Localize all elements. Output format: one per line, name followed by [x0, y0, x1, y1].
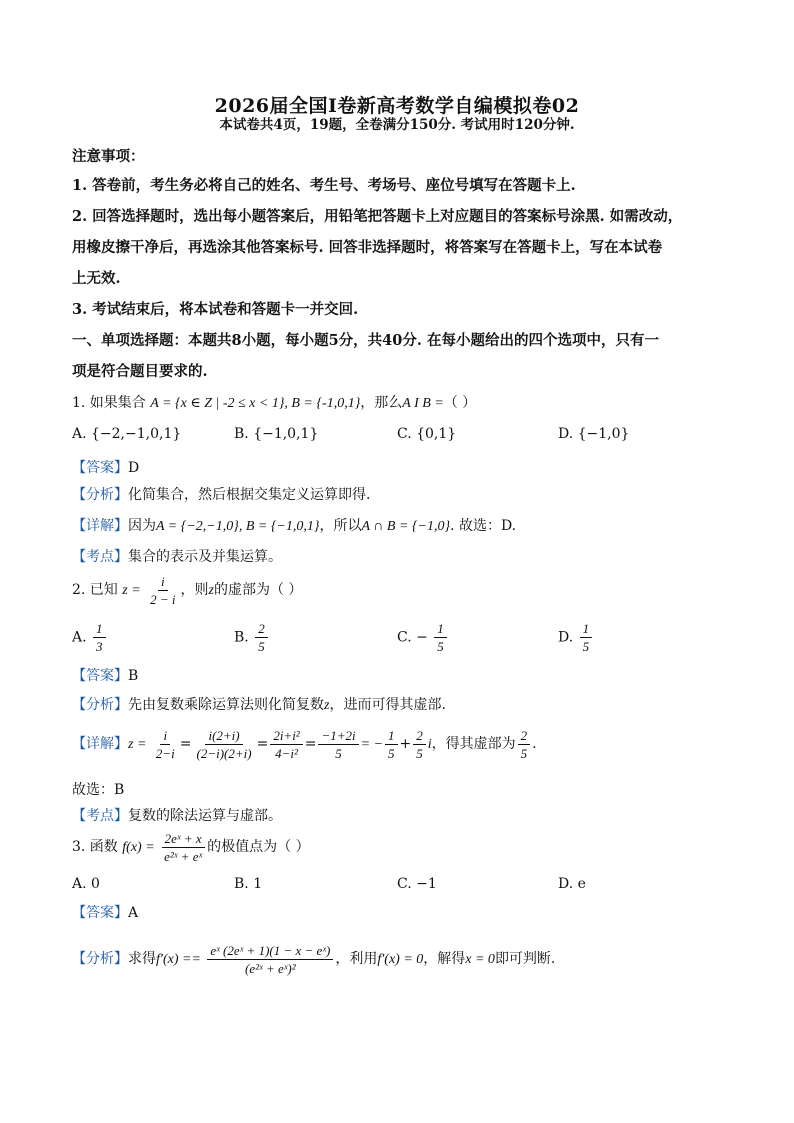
q1-option-a: A. {−2,−1,0,1}: [72, 426, 182, 442]
notice-item-1: 1. 答卷前，考生务必将自己的姓名、考生号、考场号、座位号填写在答题卡上.: [72, 177, 576, 194]
q2-option-c-fraction: [434, 620, 447, 655]
q3-option-b: B. 1: [234, 876, 263, 892]
q3-option-d: D. e: [558, 876, 586, 892]
q3-analysis-text-2: ，利用: [335, 951, 378, 967]
detail-label: 【详解】: [72, 736, 128, 752]
q2-option-a-den: 3: [96, 639, 103, 654]
question-3-stem: [72, 828, 722, 867]
notice-item-2-line-2: 用橡皮擦干净后，再选涂其他答案标号. 回答非选择题时，将答案写在答题卡上，写在本试卷: [72, 239, 663, 256]
q3-option-c: C. −1: [397, 876, 437, 892]
q3-analysis-math-2: x = 0: [465, 952, 495, 967]
q1-stem-text-3: （ ）: [443, 395, 477, 411]
q2-detail-frac-5-num: 1: [385, 727, 398, 745]
question-2-stem: [72, 572, 722, 609]
section-1-heading-line-2: 项是符合题目要求的.: [72, 363, 208, 380]
detail-label: 【详解】: [72, 518, 128, 534]
q3-analysis-f: f′(x) ==: [156, 952, 201, 967]
q1-answer-value: D: [128, 460, 140, 476]
q2-option-b-fraction: [255, 620, 268, 655]
q2-option-b-label: B.: [234, 629, 249, 646]
notice-item-3: 3. 考试结束后，将本试卷和答题卡一并交回.: [72, 301, 359, 318]
q2-stem-z: z =: [122, 583, 141, 598]
notice-item-2-line-1: 2. 回答选择题时，选出每小题答案后，用铅笔把答题卡上对应题目的答案标号涂黑. 如需改动，: [72, 208, 683, 225]
q2-analysis-text: 先由复数乘除运算法则化简复数: [128, 697, 324, 713]
q2-option-a-num: 1: [93, 620, 106, 638]
q2-option-b-den: 5: [258, 639, 265, 654]
q2-stem-fraction: [147, 573, 178, 608]
q2-analysis-text-2: ，进而可得其虚部.: [329, 697, 446, 713]
q3-stem-f: f(x) =: [122, 840, 155, 855]
analysis-label: 【分析】: [72, 487, 128, 503]
q2-detail-answer-den: 5: [520, 745, 528, 761]
q2-option-a: [72, 620, 108, 655]
q1-topic: [72, 547, 722, 567]
q3-analysis-fraction: [207, 942, 333, 977]
notice-heading: 注意事项：: [72, 148, 145, 165]
analysis-label: 【分析】: [72, 951, 128, 967]
q1-detail-text-3: . 故选：D.: [450, 518, 517, 534]
q2-stem-text-3: 的虚部为（ ）: [213, 582, 303, 598]
q2-detail-frac-4-num: −1+2i: [318, 727, 358, 745]
q2-option-d-fraction: [580, 620, 593, 655]
q1-detail-text-2: ，所以: [319, 518, 362, 534]
q2-option-d-den: 5: [582, 639, 590, 654]
q2-detail-frac-5: [385, 727, 398, 762]
q2-detail-eq5: = −: [360, 737, 384, 752]
q3-analysis-den: (e²ˣ + eˣ)²: [245, 960, 296, 976]
q2-detail-frac-6-num: 2: [413, 727, 426, 745]
q1-detail: [72, 516, 722, 537]
q3-stem-text: 3. 函数: [72, 839, 118, 855]
q1-topic-text: 集合的表示及并集运算。: [128, 549, 282, 565]
q3-stem-num: 2eˣ + x: [162, 830, 205, 848]
q2-stem-text-2: ，则: [180, 582, 209, 598]
q1-answer: [72, 458, 722, 478]
q2-detail-i: i: [427, 737, 432, 752]
q1-option-c: C. {0,1}: [397, 426, 457, 442]
q2-option-b-num: 2: [255, 620, 268, 638]
q2-detail-frac-3-num: 2i+i²: [270, 727, 302, 745]
q2-option-b: [234, 620, 270, 655]
page-title: 2026届全国Ⅰ卷新高考数学自编模拟卷02: [214, 95, 580, 117]
q2-detail-frac-6: [413, 727, 426, 762]
q3-stem-den: e²ˣ + eˣ: [164, 848, 203, 864]
q1-option-b: B. {−1,0,1}: [234, 426, 319, 442]
q3-answer-value: A: [128, 905, 139, 921]
q1-option-d: D. {−1,0}: [558, 426, 630, 442]
q1-detail-math-2: A ∩ B = {−1,0}: [361, 519, 451, 534]
q3-analysis-text-3: ，解得: [423, 951, 466, 967]
notice-item-2-line-3: 上无效.: [72, 270, 121, 287]
q1-detail-text: 因为: [128, 518, 156, 534]
q2-option-d-label: D.: [558, 629, 574, 646]
answer-label: 【答案】: [72, 668, 128, 684]
q2-topic-text: 复数的除法运算与虚部。: [128, 808, 282, 824]
question-1-stem: [72, 393, 722, 414]
q2-option-c-label: C. −: [397, 629, 428, 646]
q2-detail-answer-num: 2: [518, 727, 531, 745]
q2-detail-frac-1: [153, 727, 178, 762]
q2-detail-frac-3-den: 4−i²: [275, 745, 298, 761]
analysis-label: 【分析】: [72, 697, 128, 713]
q3-analysis-text-4: 即可判断.: [494, 951, 556, 967]
q2-detail-frac-1-num: i: [160, 727, 170, 745]
q2-detail: 【详解】z = $\frac{i}{2-i}$ = $\frac{i(2+i)}{(2-i)(2+i)}$ = $\frac{\text{2i+i²}}{\text{4−i²}}$ = $\frac{-1+2i}{5}$ = − $\frac{1}{5}$ + $\frac{2}{5}$ i，得其虚部为 $\frac{2}{5}$ .: [72, 727, 537, 761]
q2-detail-frac-2-num: i(2+i): [205, 727, 242, 745]
q2-detail-frac-2-den: (2−i)(2+i): [196, 745, 252, 761]
q2-detail-frac-2: [193, 727, 254, 762]
q2-detail-frac-4-den: 5: [335, 745, 342, 761]
q2-stem-numerator: i: [158, 573, 168, 591]
answer-label: 【答案】: [72, 460, 128, 476]
q1-stem-text-2: ，那么: [360, 395, 403, 411]
q2-option-d: [558, 620, 594, 655]
q2-stem-text: 2. 已知: [72, 582, 118, 598]
q1-stem-math: A = {x ∈ Z | -2 ≤ x < 1}, B = {-1,0,1}: [150, 396, 361, 411]
q2-option-d-num: 1: [580, 620, 593, 638]
q2-answer: [72, 666, 722, 686]
q2-detail-frac-3: [270, 727, 302, 762]
exam-info: 本试卷共4页，19题，全卷满分150分. 考试用时120分钟.: [219, 117, 575, 133]
q2-analysis-variable: z: [324, 698, 330, 713]
q2-option-c: [397, 620, 449, 655]
q2-detail-frac-1-den: 2−i: [155, 745, 175, 761]
q1-detail-math: A = {−2,−1,0}, B = {−1,0,1}: [156, 519, 320, 534]
q2-analysis: [72, 695, 722, 716]
q2-conclusion: 故选：B: [72, 782, 125, 798]
q3-analysis-text: 求得: [128, 951, 156, 967]
q2-stem-variable: z: [208, 583, 214, 598]
q2-stem-denominator: 2 − i: [150, 591, 176, 607]
q2-answer-value: B: [128, 668, 139, 684]
section-1-heading-line-1: 一、单项选择题：本题共8小题，每小题5分，共40分. 在每小题给出的四个选项中，只有一: [72, 332, 659, 349]
q3-analysis-num: eˣ (2eˣ + 1)(1 − x − eˣ): [207, 942, 333, 960]
topic-label: 【考点】: [72, 549, 128, 565]
q2-topic: [72, 806, 722, 826]
q2-detail-frac-5-den: 5: [388, 745, 395, 761]
q3-analysis: [72, 934, 722, 985]
q2-detail-text: ，得其虚部为: [431, 736, 516, 752]
q1-analysis-text: 化简集合，然后根据交集定义运算即得.: [128, 487, 371, 503]
answer-label: 【答案】: [72, 905, 128, 921]
q2-detail-frac-4: [318, 727, 358, 762]
q2-detail-answer-fraction: [518, 727, 531, 762]
q2-detail-frac-6-den: 5: [416, 745, 423, 761]
q3-option-a: A. 0: [72, 876, 100, 892]
q2-option-c-den: 5: [437, 639, 444, 654]
q1-stem-math-2: A I B =: [402, 396, 444, 411]
q1-stem-text: 1. 如果集合: [72, 395, 146, 411]
q3-answer: [72, 903, 722, 923]
q3-stem-fraction: [161, 830, 205, 865]
q2-option-c-num: 1: [434, 620, 447, 638]
q3-stem-text-2: 的极值点为（ ）: [207, 839, 310, 855]
q3-analysis-math: f′(x) = 0: [377, 952, 424, 967]
q2-option-a-label: A.: [72, 629, 87, 646]
topic-label: 【考点】: [72, 808, 128, 824]
q1-analysis: [72, 485, 722, 505]
q2-detail-z: z =: [128, 737, 147, 752]
q2-option-a-fraction: [93, 620, 106, 655]
